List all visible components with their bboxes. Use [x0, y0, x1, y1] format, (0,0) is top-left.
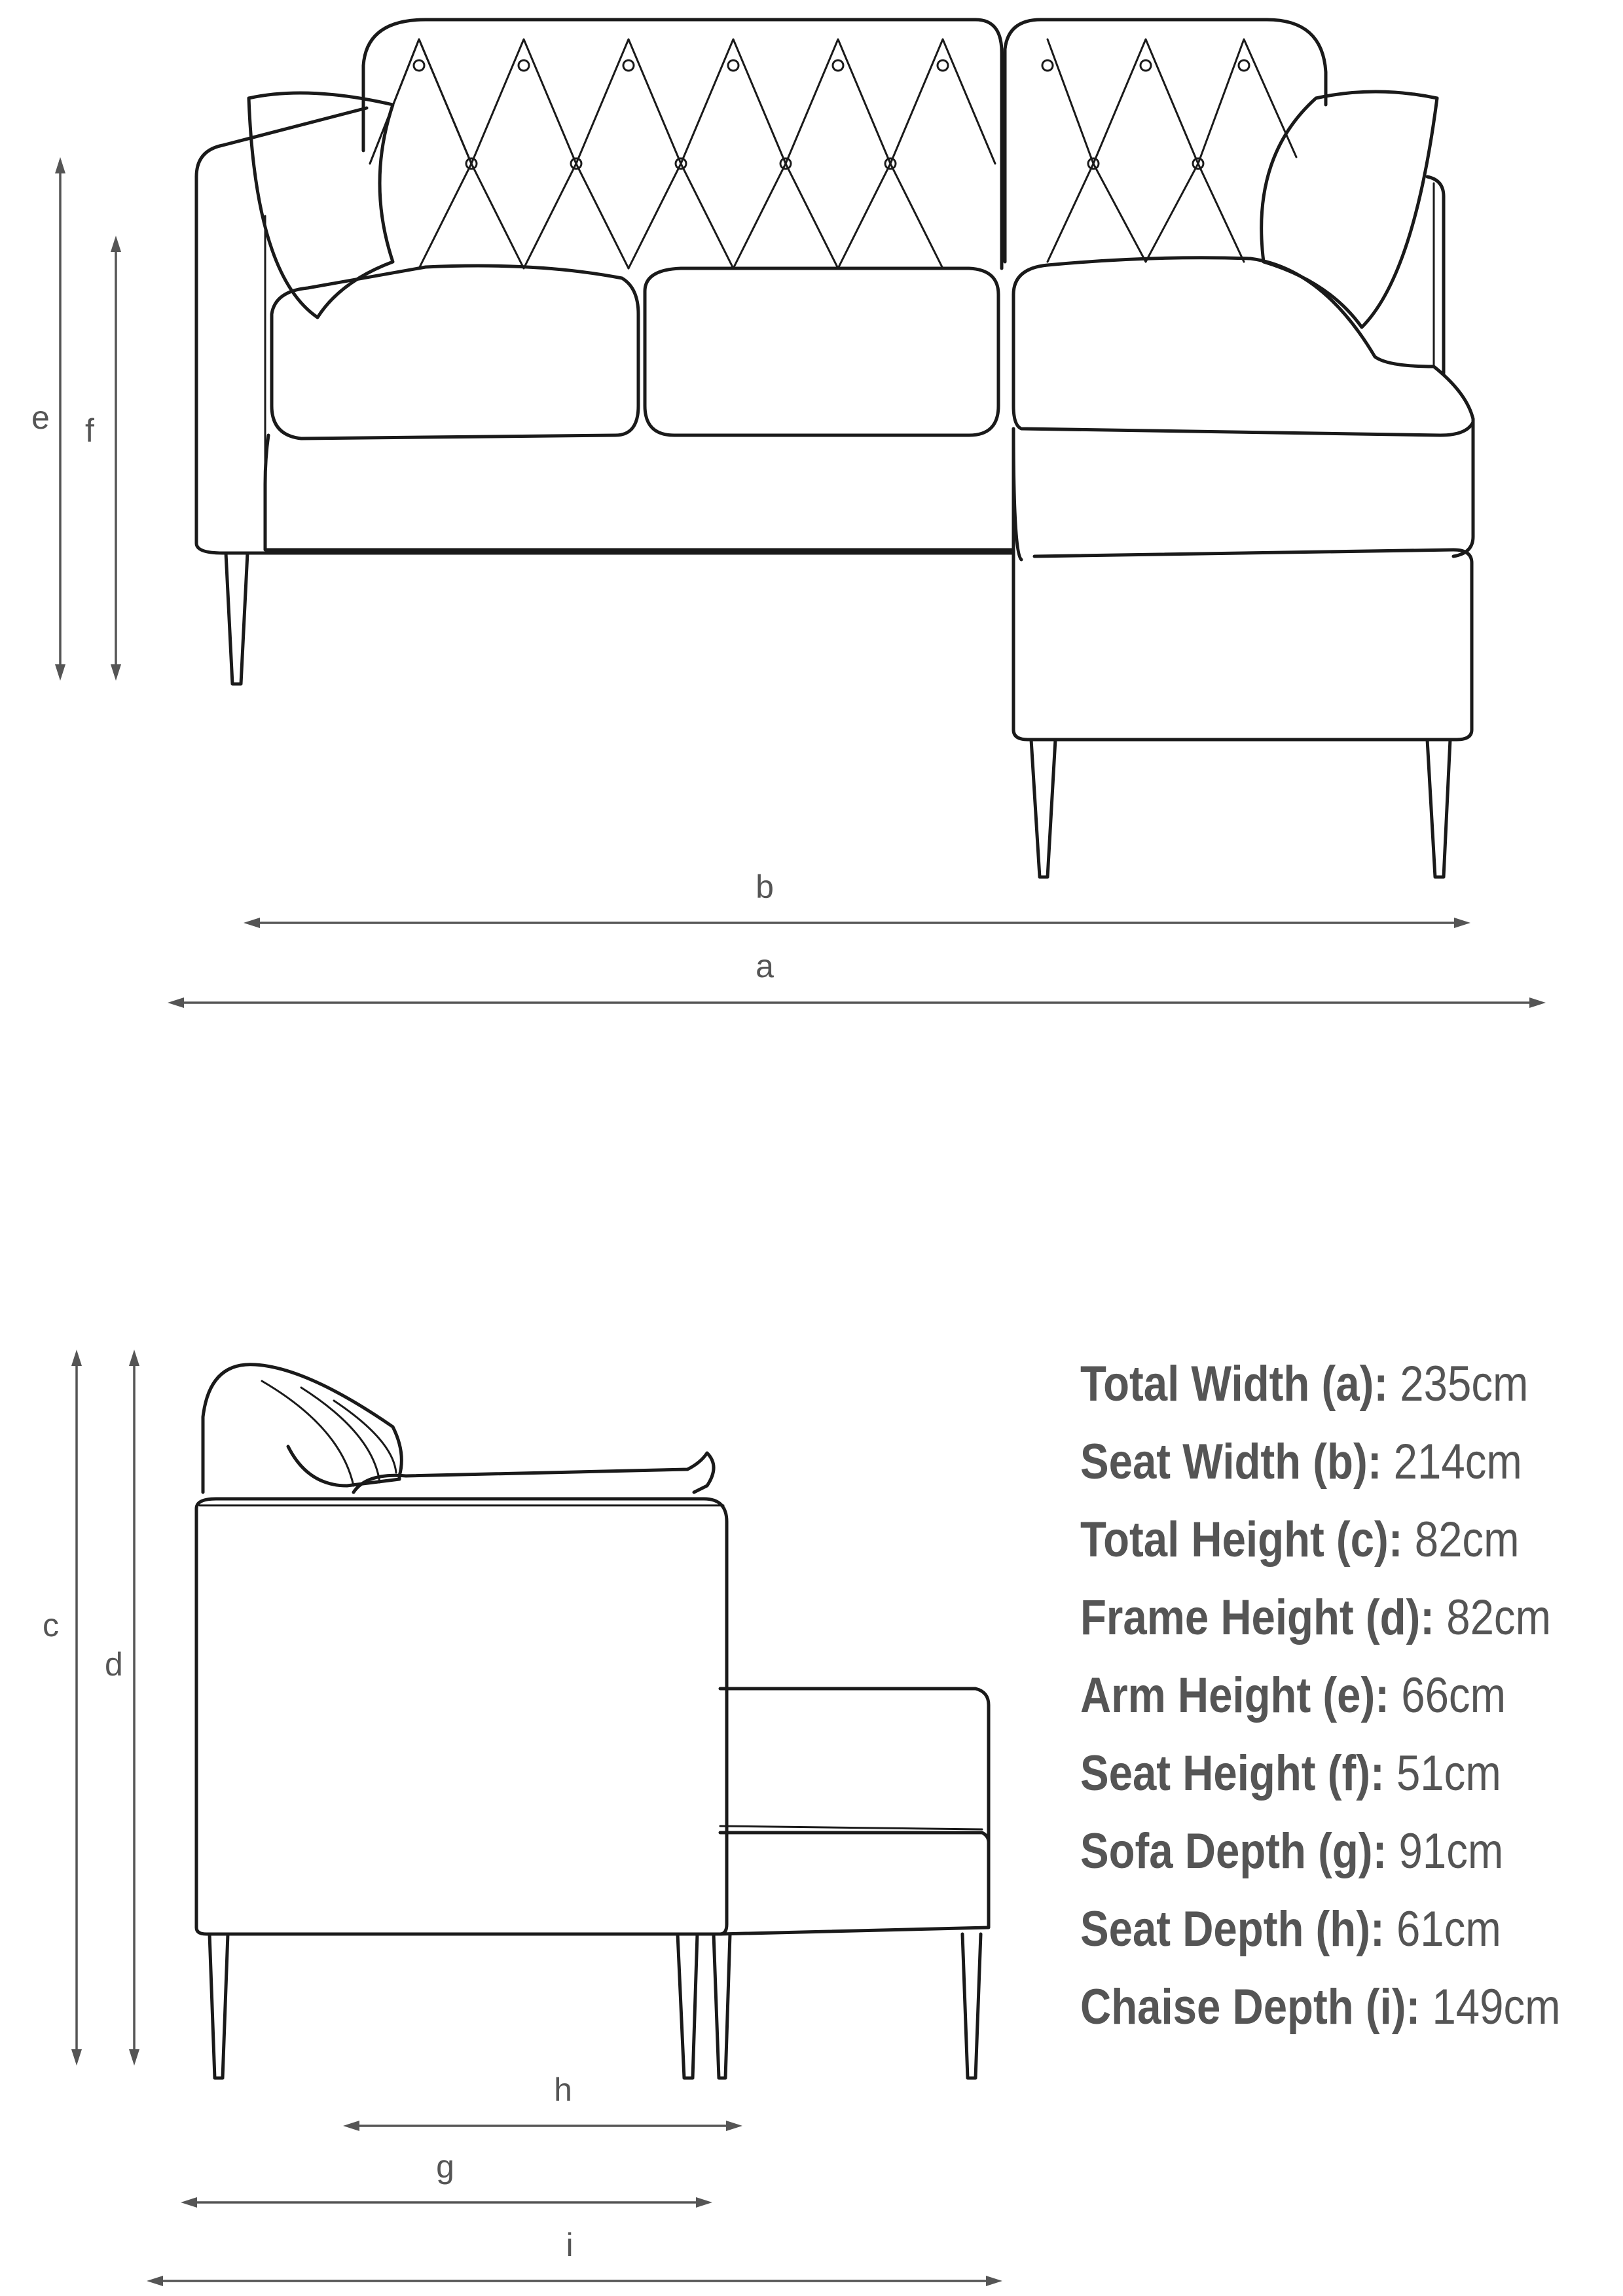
dim-label-h: h: [554, 2072, 572, 2108]
spec-label: Seat Depth (h):: [1080, 1901, 1385, 1957]
right-pillow: [1262, 92, 1437, 327]
sofa-side-view: [196, 1365, 989, 2078]
dim-label-d: d: [105, 1646, 123, 1683]
dim-label-b: b: [756, 869, 774, 905]
tufting-pattern: [370, 39, 1296, 268]
spec-label: Seat Width (b):: [1080, 1434, 1382, 1490]
sofa-back-left: [363, 20, 1002, 268]
dim-g-line: [181, 2197, 712, 2208]
side-leg-1: [210, 1934, 228, 2078]
spec-label: Seat Height (f):: [1080, 1746, 1385, 1801]
spec-value: 149cm: [1432, 1979, 1561, 2035]
dim-label-c: c: [43, 1607, 59, 1643]
leg-chaise-right: [1427, 740, 1450, 877]
dim-f-line: [111, 236, 121, 681]
spec-label: Arm Height (e):: [1080, 1668, 1390, 1723]
spec-value: 82cm: [1446, 1590, 1552, 1645]
dim-a-line: [168, 997, 1546, 1008]
spec-label: Total Width (a):: [1080, 1356, 1389, 1412]
spec-chaise-depth: [1080, 1968, 1561, 2046]
side-pillow: [354, 1453, 714, 1492]
dim-h-line: [343, 2121, 742, 2131]
left-pillow: [249, 93, 393, 317]
leg-front-left: [226, 553, 247, 684]
seat-cushion-middle: [645, 268, 998, 435]
spec-label: Chaise Depth (i):: [1080, 1979, 1421, 2035]
spec-value: 91cm: [1398, 1823, 1504, 1879]
side-chaise: [720, 1689, 989, 1934]
spec-arm-height: [1080, 1657, 1542, 1734]
dim-d-line: [129, 1350, 139, 2066]
spec-value: 51cm: [1396, 1746, 1501, 1801]
dim-c-line: [71, 1350, 82, 2066]
spec-label: Frame Height (d):: [1080, 1590, 1435, 1645]
dim-label-g: g: [436, 2148, 454, 2185]
side-leg-3: [714, 1934, 730, 2078]
spec-seat-height: [1080, 1734, 1542, 1812]
spec-value: 82cm: [1414, 1512, 1520, 1568]
dim-label-f: f: [85, 412, 94, 449]
seat-cushion-left: [272, 266, 638, 439]
left-arm: [196, 108, 367, 553]
leg-chaise-left: [1031, 740, 1055, 877]
chaise-cushion: [1013, 258, 1473, 435]
dim-e-line: [55, 157, 65, 681]
spec-total-height: [1080, 1501, 1542, 1579]
spec-value: 235cm: [1400, 1356, 1529, 1412]
sofa-front-view: [196, 20, 1473, 877]
dim-b-line: [244, 918, 1470, 928]
spec-label: Sofa Depth (g):: [1080, 1823, 1387, 1879]
spec-frame-height: [1080, 1579, 1552, 1657]
spec-value: 66cm: [1401, 1668, 1506, 1723]
side-leg-4: [962, 1934, 981, 2078]
dim-label-i: i: [566, 2227, 574, 2263]
spec-label: Total Height (c):: [1080, 1512, 1403, 1568]
spec-total-width: [1080, 1345, 1542, 1423]
seat-base: [265, 435, 1012, 550]
dimension-spec-list: [1080, 1345, 1617, 2046]
spec-seat-width: [1080, 1423, 1542, 1501]
dim-i-line: [147, 2276, 1002, 2286]
side-arm-body: [196, 1499, 727, 1934]
spec-value: 214cm: [1393, 1434, 1522, 1490]
dim-label-a: a: [756, 948, 774, 984]
side-leg-2: [678, 1934, 697, 2078]
right-arm: [1427, 177, 1444, 373]
spec-sofa-depth: [1080, 1812, 1542, 1890]
spec-seat-depth: [1080, 1890, 1542, 1968]
dimension-labels: [31, 399, 774, 2263]
chaise-base: [1013, 432, 1472, 740]
side-back-cushion: [203, 1365, 401, 1492]
dim-label-e: e: [31, 399, 50, 436]
spec-value: 61cm: [1396, 1901, 1501, 1957]
